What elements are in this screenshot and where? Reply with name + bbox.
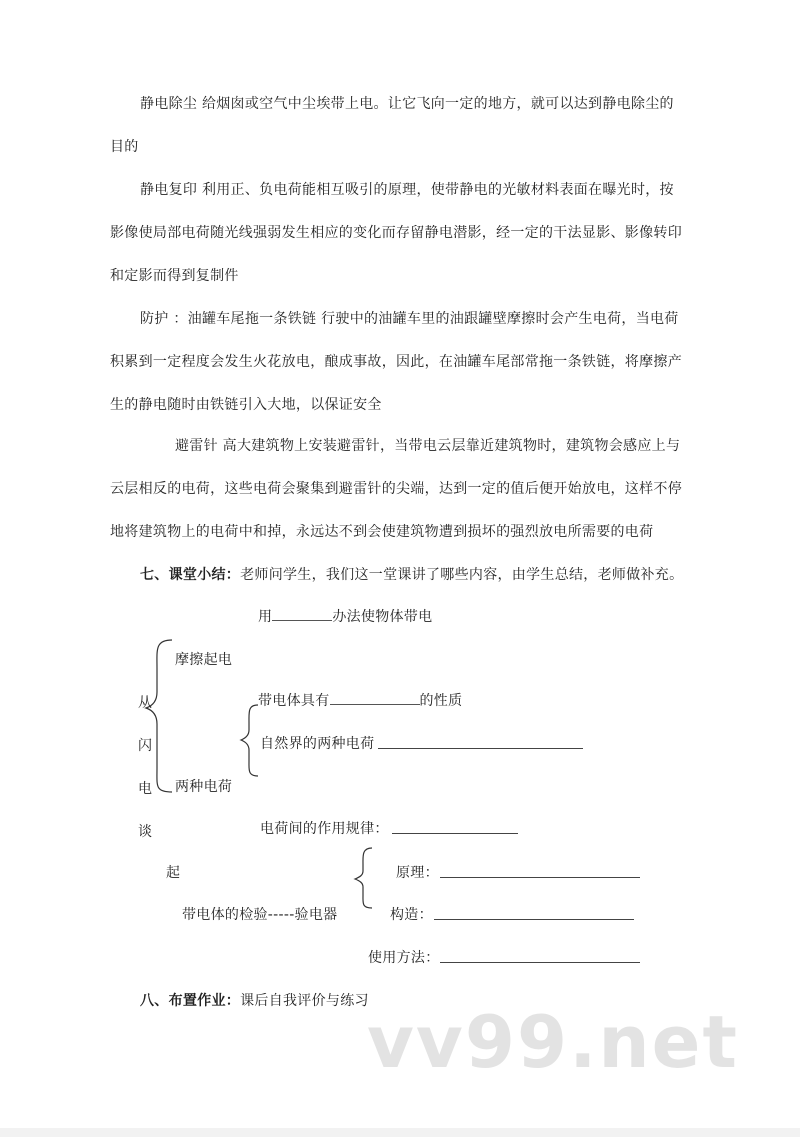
charged-prefix: 带电体具有 [258,693,330,709]
homework-line [140,992,369,1010]
summary-text: 老师问学生，我们这一堂课讲了哪些内容，由学生总结，老师做补充。 [240,567,684,583]
left-char-1: 闪 [138,738,153,754]
para-dust-line1: 静电除尘 给烟囱或空气中尘埃带上电。让它飞向一定的地方，就可以达到静电除尘的 [140,96,674,112]
summary-heading: 七、课堂小结： [140,567,241,583]
detection-label: 带电体的检验-----验电器 [182,907,338,923]
para-lightning-line1: 避雷针 高大建筑物上安装避雷针，当带电云层靠近建筑物时，建筑物会感应上与 [175,438,681,454]
left-char-4: 起 [166,865,181,881]
charged-suffix: 的性质 [419,693,463,709]
brace-middle [241,705,258,776]
nature-two-kinds-label: 自然界的两种电荷 [260,736,375,752]
left-char-0: 从 [138,695,153,711]
use-prefix: 用 [258,609,273,625]
two-kinds-label: 两种电荷 [175,779,233,795]
usage-label: 使用方法： [368,950,440,966]
para-protect-line1: 防护 ：油罐车尾拖一条铁链 行驶中的油罐车里的油跟罐壁摩擦时会产生电荷，当电荷 [140,311,679,327]
structure-label: 构造： [390,907,433,923]
homework-heading: 八、布置作业： [140,993,241,1009]
homework-text: 课后自我评价与练习 [240,993,369,1009]
para-lightning-line3: 地将建筑物上的电荷中和掉，永远达不到会使建筑物遭到损坏的强烈放电所需要的电荷 [110,524,654,540]
para-dust-line2: 目的 [110,139,139,155]
brace-detection [355,848,372,908]
para-copy-line2: 影像使局部电荷随光线强弱发生相应的变化而存留静电潜影，经一定的干法显影、影像转印 [110,225,682,241]
watermark-text: vv99.net [367,1000,739,1084]
para-copy-line1: 静电复印 利用正、负电荷能相互吸引的原理，使带静电的光敏材料表面在曝光时，按 [140,182,674,198]
para-copy-line3: 和定影而得到复制件 [110,268,239,284]
para-protect-line3: 生的静电随时由铁链引入大地，以保证安全 [110,397,382,413]
brace-left-large [146,640,172,792]
principle-label: 原理： [396,865,439,881]
interaction-law-label: 电荷间的作用规律： [260,821,389,837]
use-suffix: 办法使物体带电 [332,609,433,625]
friction-label: 摩擦起电 [175,652,233,668]
left-char-2: 电 [138,781,153,797]
para-lightning-line2: 云层相反的电荷，这些电荷会聚集到避雷针的尖端，达到一定的值后便开始放电，这样不停 [110,481,682,497]
para-protect-line2: 积累到一定程度会发生火花放电，酿成事故，因此，在油罐车尾部常拖一条铁链，将摩擦产 [110,354,682,370]
left-char-3: 谈 [138,824,153,840]
